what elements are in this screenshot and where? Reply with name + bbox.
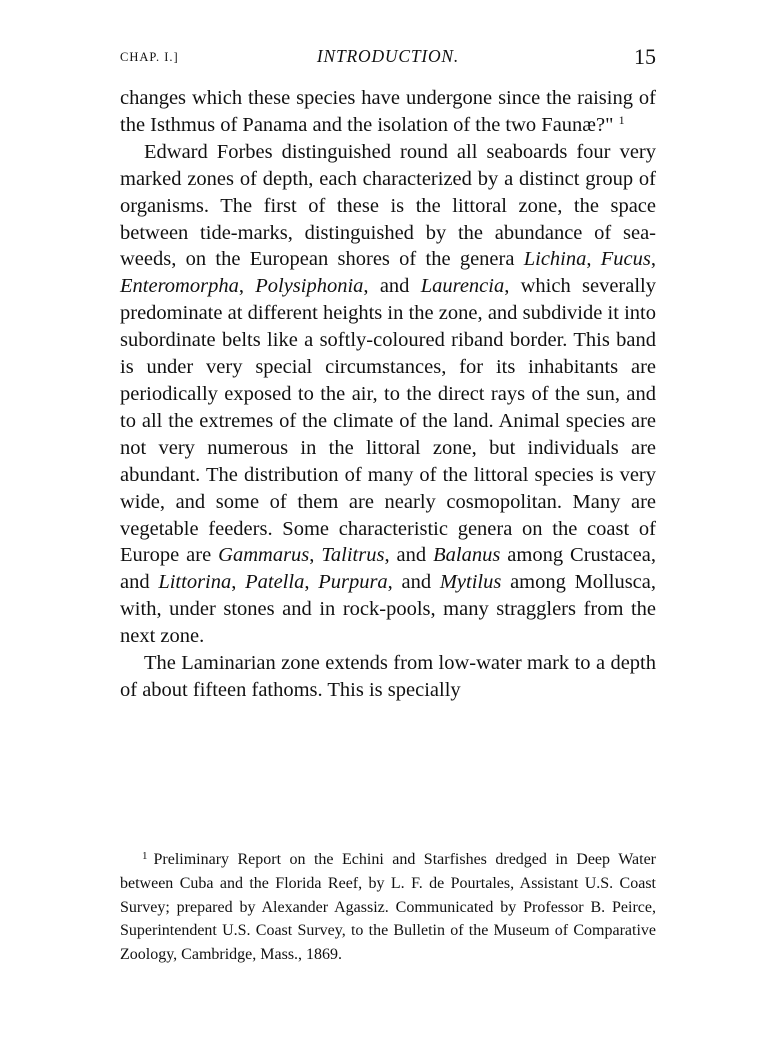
text-run: , [238,275,256,298]
text-run: , which severally predominate at different heights in the zone, and subdivide it into subordinate belts like a softly-coloured riband border. This band is under very special circumstances, for its inhabitants are periodically exposed to the air, to the direct rays of the sun, and to all the extremes of the climate of the land. Animal species are not very numerous in the littoral zone, but individuals are abundant. The distribution of many of the littoral species is very wide, and some of them are nearly cosmopolitan. Many are vegetable feeders. Some characteristic genera on the coast of Europe are [120,275,656,567]
text-run: , [231,571,246,594]
footnote-reference: 1 [618,112,625,127]
text-run: , and [387,571,440,594]
paragraph-laminarian-zone [120,650,656,704]
footnote-mark: 1 [142,850,148,862]
footnote [120,848,656,967]
text-run: among Crustacea, and [120,544,656,594]
text-run: , [309,544,322,567]
genus-name: Talitrus [321,544,385,567]
text-run: , [586,248,601,271]
genus-name: Balanus [433,544,501,567]
genus-name: Lichina [523,248,587,271]
genus-name: Fucus [600,248,651,271]
text-run: , [304,571,319,594]
genus-name: Laurencia [420,275,505,298]
body-text [120,85,656,704]
genus-name: Gammarus [218,544,310,567]
paragraph-text: changes which these species have undergone since the raising of the Isthmus of Panama and the isolation of the two Faunæ?" [120,87,656,136]
text-run: , [650,248,657,271]
genus-name: Patella [245,571,305,594]
paragraph-text: The Laminarian zone extends from low-water mark to a depth of about fifteen fathoms. This is specially [120,652,656,701]
text-run: Edward Forbes distinguished round all seaboards four very marked zones of depth, each characterized by a distinct group of organisms. The first of these is the littoral zone, the space between tide-marks, distinguished by the abundance of sea-weeds, on the European shores of the genera [120,140,656,271]
footnote-paragraph [120,848,656,967]
genus-name: Mytilus [439,571,502,594]
genus-name: Purpura [318,571,388,594]
genus-name: Littorina [158,571,232,594]
running-head [120,44,656,74]
footnote-text: Preliminary Report on the Echini and Starfishes dredged in Deep Water between Cuba and the Florida Reef, by L. F. de Pourtales, Assistant U.S. Coast Survey; prepared by Alexander Agassiz. Communicated by Professor B. Peirce, Superintendent U.S. Coast Survey, to the Bulletin of the Museum of Comparative Zoology, Cambridge, Mass., 1869. [120,851,656,964]
text-run: , and [384,544,434,567]
text-run: among Mollusca, with, under stones and in rock-pools, many stragglers from the next zone. [120,571,657,648]
genus-name: Polysiphonia [255,275,364,298]
chapter-label: CHAP. I.] [120,50,179,64]
text-run: , and [363,275,421,298]
paragraph-continuation [120,85,656,139]
genus-name: Enteromorpha [120,275,239,298]
running-title: INTRODUCTION. [316,46,460,66]
page-number: 15 [634,44,656,69]
paragraph-forbes-zones [120,139,656,650]
